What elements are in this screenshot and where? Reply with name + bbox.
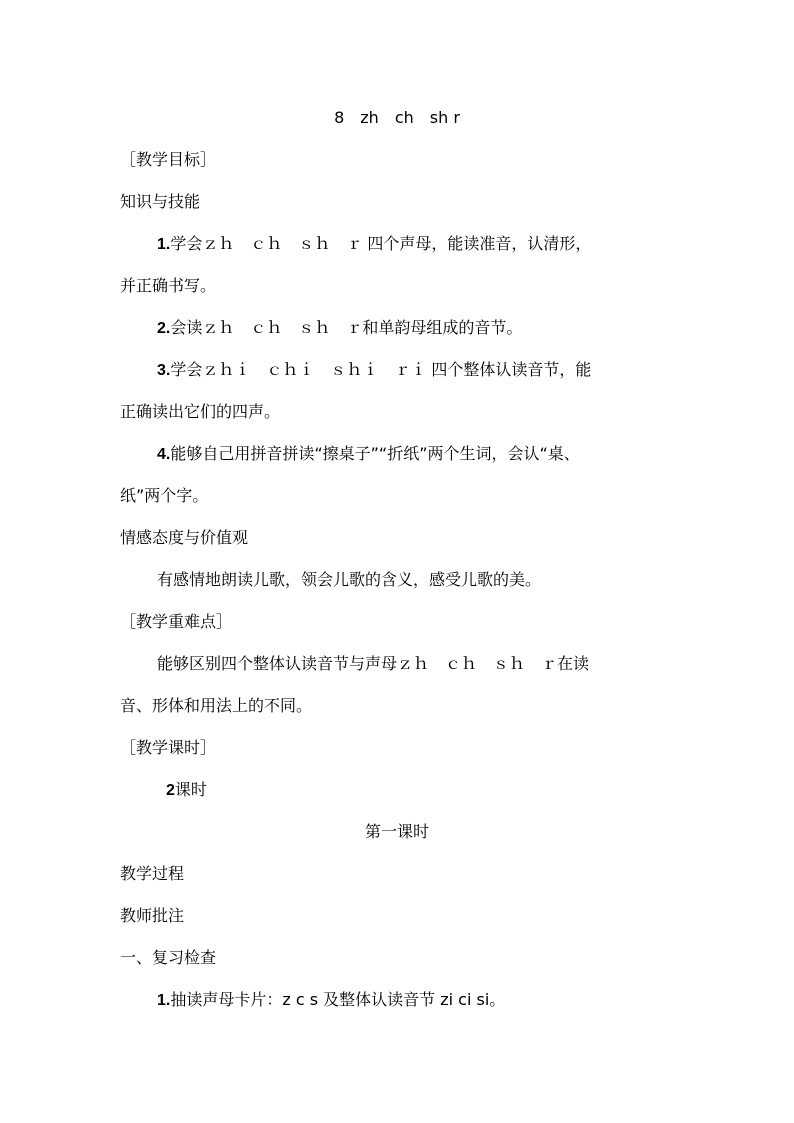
- item-number: 3.: [157, 362, 171, 379]
- objective-item-3: [157, 360, 591, 381]
- hours-unit: 课时: [174, 780, 207, 799]
- section-heading-key-points: ［教学重难点］: [120, 612, 233, 631]
- objective-item-1: [157, 234, 591, 255]
- objective-item-2: [157, 318, 522, 339]
- item-text: 学会ｚｈ ｃｈ ｓｈ ｒ 四个声母，能读准音，认清形，: [170, 234, 592, 253]
- hours-number: 2: [166, 782, 175, 799]
- item-text: 抽读声母卡片：z c s 及整体认读音节 zi ci si。: [170, 990, 506, 1009]
- review-item-1: [157, 990, 505, 1011]
- key-points-text: 能够区别四个整体认读音节与声母ｚｈ ｃｈ ｓｈ ｒ在读: [157, 654, 590, 673]
- teacher-notes-heading: 教师批注: [120, 906, 185, 925]
- subheading-knowledge-skills: 知识与技能: [120, 192, 201, 211]
- objective-item-4: [157, 444, 580, 465]
- item-text: 学会ｚｈｉ ｃｈｉ ｓｈｉ ｒｉ 四个整体认读音节，能: [170, 360, 592, 379]
- item-number: 2.: [157, 320, 171, 337]
- class-hours-value: [166, 780, 207, 801]
- section-heading-class-hours: ［教学课时］: [120, 738, 217, 757]
- first-lesson-heading: 第一课时: [364, 822, 429, 841]
- teaching-process-heading: 教学过程: [120, 864, 185, 883]
- objective-item-4-continued: 纸”两个字。: [120, 486, 209, 505]
- item-number: 4.: [157, 446, 171, 463]
- item-text: 能够自己用拼音拼读“擦桌子”“折纸”两个生词，会认“桌、: [170, 444, 580, 463]
- key-points-text-continued: 音、形体和用法上的不同。: [120, 696, 313, 715]
- lesson-title: 8 zh ch sh r: [334, 108, 460, 127]
- emotion-text: 有感情地朗读儿歌，领会儿歌的含义，感受儿歌的美。: [157, 570, 542, 589]
- objective-item-3-continued: 正确读出它们的四声。: [120, 402, 281, 421]
- objective-item-1-continued: 并正确书写。: [120, 276, 217, 295]
- item-number: 1.: [157, 236, 171, 253]
- section-heading-objectives: ［教学目标］: [120, 150, 217, 169]
- item-text: 会读ｚｈ ｃｈ ｓｈ ｒ和单韵母组成的音节。: [170, 318, 523, 337]
- review-heading: 一、复习检查: [120, 948, 217, 967]
- item-number: 1.: [157, 992, 171, 1009]
- subheading-emotion-values: 情感态度与价值观: [120, 528, 249, 547]
